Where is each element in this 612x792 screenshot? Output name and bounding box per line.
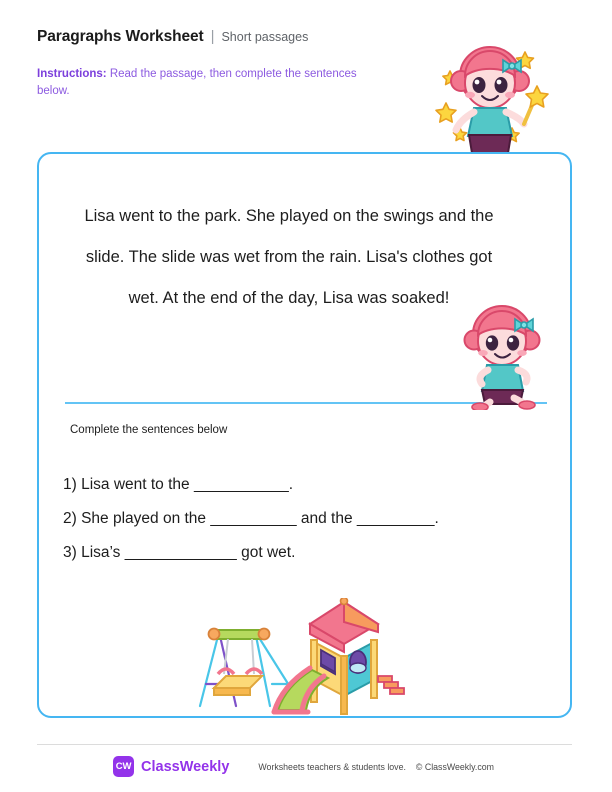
instructions-text: Read the passage, then complete the sentences below. <box>37 68 357 97</box>
worksheet-header <box>37 28 437 100</box>
footer-copyright: © ClassWeekly.com <box>415 761 494 772</box>
footer-separator <box>37 744 572 745</box>
page-title <box>37 28 437 46</box>
brand-name: ClassWeekly <box>141 758 230 775</box>
instructions-block <box>37 66 362 100</box>
complete-sentences-label: Complete the sentences below <box>70 424 228 436</box>
footer-tagline: Worksheets teachers & students love. <box>258 761 406 772</box>
instructions-label: Instructions: <box>37 68 107 80</box>
question-item[interactable]: 2) She played on the __________ and the _________. <box>63 510 439 527</box>
footer <box>113 756 494 777</box>
title-main: Paragraphs Worksheet <box>37 28 204 45</box>
worksheet-card <box>37 152 572 718</box>
passage-text: Lisa went to the park. She played on the swings and the slide. The slide was wet from the rain. Lisa's clothes got wet. At the end of the day, Lisa was soaked! <box>84 207 494 307</box>
title-separator: | <box>210 28 215 45</box>
questions-list <box>63 468 563 570</box>
classweekly-logo-icon: CW <box>113 756 134 777</box>
fairy-girl-illustration <box>432 38 572 161</box>
running-girl-illustration <box>452 298 556 415</box>
question-item[interactable]: 3) Lisa’s _____________ got wet. <box>63 544 296 561</box>
question-item[interactable]: 1) Lisa went to the ___________. <box>63 476 294 493</box>
title-subtitle: Short passages <box>221 30 309 44</box>
playground-illustration <box>184 598 414 725</box>
